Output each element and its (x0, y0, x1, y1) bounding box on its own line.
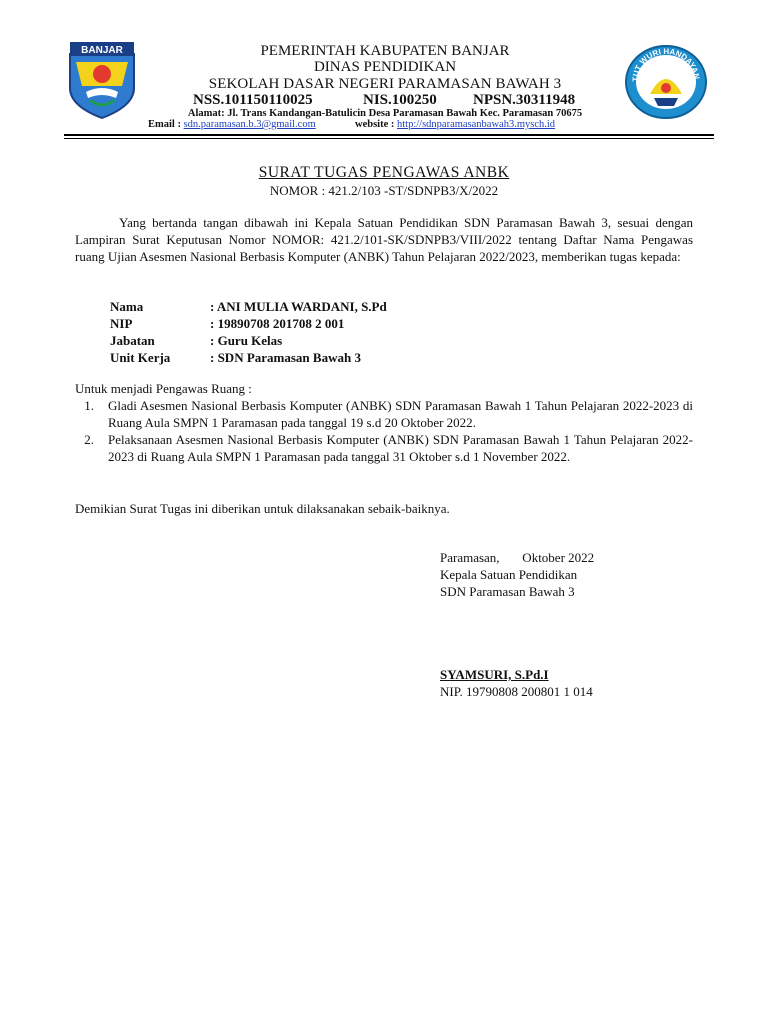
identity-row (110, 332, 387, 349)
intro-paragraph: Yang bertanda tangan dibawah ini Kepala Satuan Pendidikan SDN Paramasan Bawah 3, sesuai dengan Lampiran Surat Keputusan Nomor NOMOR: 421.2/101-SK/SDNPB3/VIII/2022 tentang Daftar Nama Pengawas ruang Ujian Asesmen Nasional Berbasis Komputer (ANBK) Tahun Pelajaran 2022/2023, memberikan tugas kepada: (75, 215, 693, 264)
signature-position-1: Kepala Satuan Pendidikan (440, 567, 578, 582)
header-department: DINAS PENDIDIKAN (313, 59, 457, 75)
header-divider-thick (64, 134, 714, 136)
signature-place-date: Paramasan, Oktober 2022 (440, 550, 595, 565)
task-item (75, 431, 693, 465)
task-section (75, 380, 693, 465)
header-government: PEMERINTAH KABUPATEN BANJAR (260, 43, 510, 59)
header-nis: NIS.100250 (363, 92, 437, 108)
identity-table (110, 298, 387, 366)
identity-row (110, 349, 387, 366)
header-npsn: NPSN.30311948 (473, 92, 576, 108)
identity-key: Jabatan (110, 333, 155, 348)
identity-value: : SDN Paramasan Bawah 3 (210, 350, 361, 365)
task-number: 1. (84, 398, 94, 413)
header-nss: NSS.101150110025 (193, 92, 313, 108)
task-number: 2. (84, 432, 94, 447)
website-link[interactable]: http://sdnparamasanbawah3.mysch.id (396, 119, 556, 130)
identity-value: : ANI MULIA WARDANI, S.Pd (210, 299, 387, 314)
document-number: NOMOR : 421.2/103 -ST/SDNPB3/X/2022 (269, 183, 499, 198)
signatory-name: SYAMSURI, S.Pd.I (440, 667, 549, 682)
signatory-nip: NIP. 19790808 200801 1 014 (440, 684, 593, 699)
email-label: Email : (148, 119, 181, 130)
identity-row (110, 315, 387, 332)
task-intro: Untuk menjadi Pengawas Ruang : (75, 381, 252, 396)
identity-key: Unit Kerja (110, 350, 171, 365)
document-title: SURAT TUGAS PENGAWAS ANBK (258, 164, 510, 181)
identity-value: : Guru Kelas (210, 333, 283, 348)
header-divider-thin (64, 138, 714, 139)
signature-position-2: SDN Paramasan Bawah 3 (440, 584, 575, 599)
identity-key: Nama (110, 299, 144, 314)
identity-value: : 19890708 201708 2 001 (210, 316, 345, 331)
task-item (75, 397, 693, 431)
header-address: Alamat: Jl. Trans Kandangan-Batulicin Desa Paramasan Bawah Kec. Paramasan 70675 (187, 108, 583, 119)
identity-key: NIP (110, 316, 133, 331)
header-codes (193, 92, 575, 109)
identity-row (110, 298, 387, 315)
email-link[interactable]: sdn.paramasan.b.3@gmail.com (183, 119, 316, 130)
header-contact (148, 119, 555, 130)
task-text: Pelaksanaan Asesmen Nasional Berbasis Komputer (ANBK) SDN Paramasan Bawah 1 Tahun Pelajaran 2022-2023 di Ruang Aula SMPN 1 Paramasan pada tanggal 31 Oktober s.d 1 November 2022. (108, 432, 693, 464)
logo-right-label: TUT WURI HANDAYAN (630, 46, 702, 82)
logo-left-label: BANJAR (81, 45, 123, 56)
header-school: SEKOLAH DASAR NEGERI PARAMASAN BAWAH 3 (208, 76, 562, 92)
task-text: Gladi Asesmen Nasional Berbasis Komputer (ANBK) SDN Paramasan Bawah 1 Tahun Pelajaran 2022-2023 di Ruang Aula SMPN 1 Paramasan pada tanggal 19 s.d 20 Oktober 2022. (108, 398, 693, 430)
closing-paragraph: Demikian Surat Tugas ini diberikan untuk dilaksanakan sebaik-baiknya. (75, 501, 450, 516)
banjar-crest-logo (66, 40, 138, 120)
tut-wuri-handayani-logo (624, 44, 708, 120)
website-label: website : (354, 119, 395, 130)
